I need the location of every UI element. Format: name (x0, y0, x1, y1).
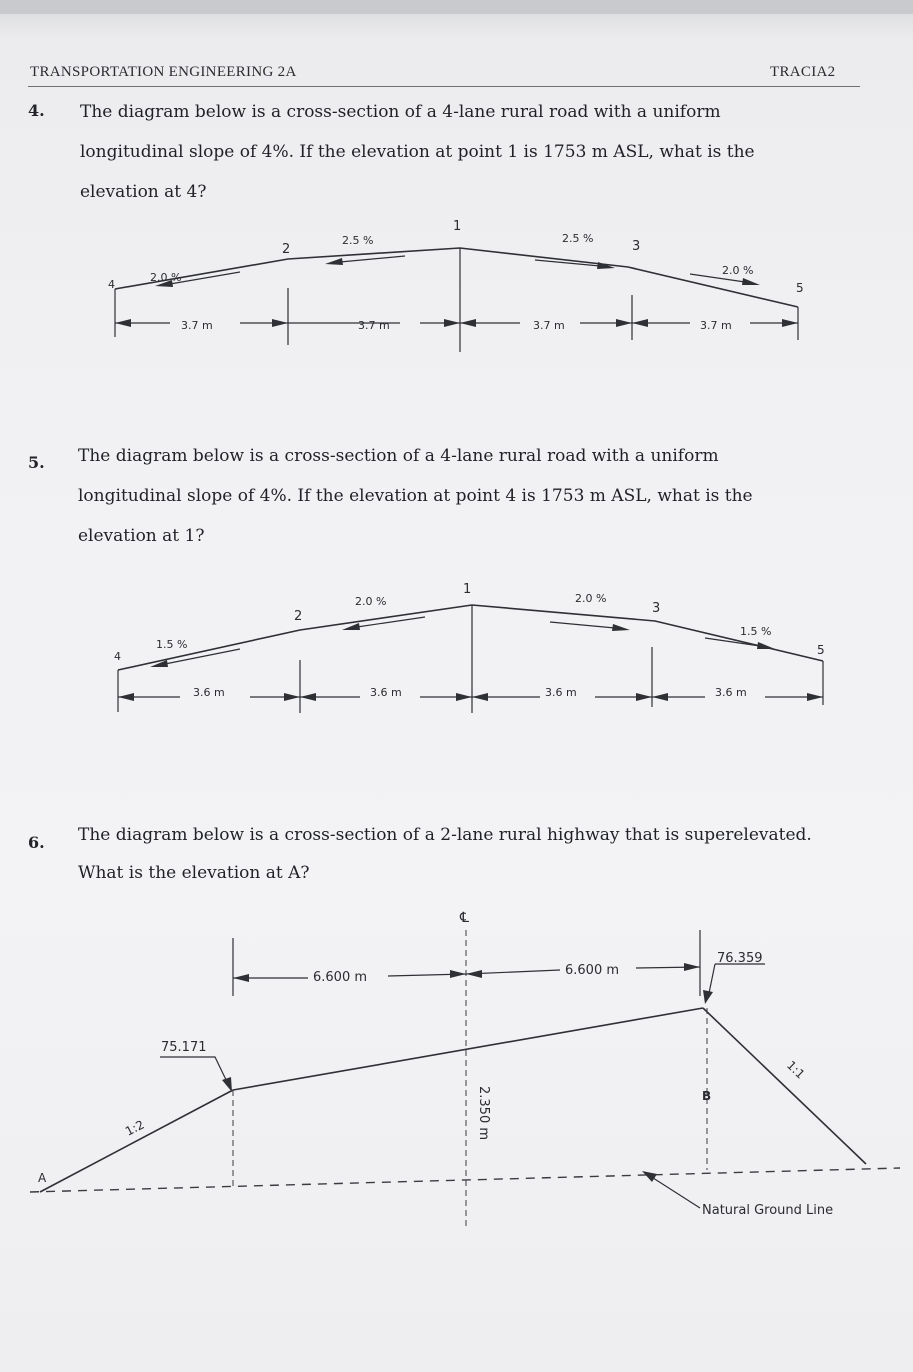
q4-width-4: 3.7 m (700, 319, 732, 332)
question-4-line-1: The diagram below is a cross-section of a 4-lane rural road with a uniform (80, 102, 721, 122)
q5-width-1: 3.6 m (193, 686, 225, 699)
q5-slope-arrow-left-inner (357, 617, 425, 627)
q4-dim-arrowhead (632, 319, 648, 327)
slope-label-right: 1:1 (783, 1058, 808, 1082)
q5-dim-arrowhead (300, 693, 316, 701)
question-5-line-3: elevation at 1? (78, 526, 205, 546)
top-shadow-band (0, 0, 913, 14)
ground-label-arrowhead (642, 1171, 657, 1182)
q4-point-5: 5 (796, 281, 804, 295)
q4-point-4: 4 (108, 278, 115, 291)
q4-dim-arrowhead (460, 319, 476, 327)
q5-slope-label-left-outer: 1.5 % (156, 638, 188, 651)
question-5-line-1: The diagram below is a cross-section of a 4-lane rural road with a uniform (78, 446, 719, 466)
course-code: TRACIA2 (770, 64, 836, 80)
q4-point-1: 1 (453, 219, 462, 234)
q4-dim-arrowhead (616, 319, 632, 327)
q4-dim-arrowhead (444, 319, 460, 327)
elevation-right: 76.359 (717, 951, 763, 966)
q4-point-2: 2 (282, 242, 291, 257)
question-4-number: 4. (28, 101, 45, 120)
ground-label-leader (650, 1176, 700, 1208)
width-dim-arrowhead (233, 974, 249, 982)
q5-slope-arrow-right-inner (550, 622, 615, 628)
q4-dim-arrowhead (272, 319, 288, 327)
elev-right-arrowhead (703, 990, 713, 1004)
q5-slope-arrowhead (757, 642, 775, 649)
q5-dim-arrowhead (118, 693, 134, 701)
q5-width-4: 3.6 m (715, 686, 747, 699)
natural-ground-line (30, 1168, 900, 1192)
q4-slope-label-right-inner: 2.5 % (562, 232, 594, 245)
q5-road-profile (118, 605, 823, 670)
q5-width-3: 3.6 m (545, 686, 577, 699)
ground-line-label: Natural Ground Line (702, 1203, 834, 1218)
question-5-number: 5. (28, 453, 45, 472)
q5-dim-arrowhead (636, 693, 652, 701)
q4-slope-arrowhead (742, 278, 760, 285)
question-6-line-1: The diagram below is a cross-section of a 2-lane rural highway that is superelevated. (78, 825, 812, 845)
point-a-label: A (38, 1171, 47, 1185)
elev-left-arrowhead (222, 1077, 232, 1092)
q4-slope-label-right-outer: 2.0 % (722, 264, 754, 277)
q5-point-3: 3 (652, 601, 661, 616)
course-title: TRANSPORTATION ENGINEERING 2A (30, 64, 297, 80)
q4-point-3: 3 (632, 239, 641, 254)
q5-dim-arrowhead (807, 693, 823, 701)
fill-slope-left (40, 1090, 233, 1192)
q5-slope-label-left-inner: 2.0 % (355, 595, 387, 608)
question-4-text (80, 92, 900, 212)
q5-width-2: 3.6 m (370, 686, 402, 699)
question-5-text (78, 436, 898, 556)
question-6-diagram (0, 900, 913, 1240)
q5-point-1: 1 (463, 582, 472, 597)
width-dim-arrowhead (450, 970, 466, 978)
elev-left-leader (160, 1057, 229, 1086)
centerline-symbol: ℄ (460, 910, 469, 926)
q5-dim-arrowhead (284, 693, 300, 701)
depth-label: 2.350 m (476, 1086, 491, 1141)
q5-slope-label-right-outer: 1.5 % (740, 625, 772, 638)
width-dim-arrowhead (466, 970, 482, 978)
q5-slope-arrowhead (612, 624, 630, 631)
q5-point-5: 5 (817, 643, 825, 657)
width-label-right: 6.600 m (565, 963, 620, 978)
question-6-text (78, 816, 898, 892)
q5-dim-arrowhead (456, 693, 472, 701)
q4-width-3: 3.7 m (533, 319, 565, 332)
header-rule (28, 86, 860, 87)
question-5-diagram (0, 575, 913, 715)
question-4-line-3: elevation at 4? (80, 182, 207, 202)
q5-dim-arrowhead (472, 693, 488, 701)
q5-point-2: 2 (294, 609, 303, 624)
q4-slope-label-left-inner: 2.5 % (342, 234, 374, 247)
width-dim-arrowhead (684, 963, 700, 971)
point-b-label: B (702, 1089, 712, 1103)
q4-dim-arrowhead (115, 319, 131, 327)
elevation-left: 75.171 (161, 1040, 207, 1055)
q5-point-4: 4 (114, 650, 121, 663)
road-surface (233, 1008, 703, 1090)
q5-slope-label-right-inner: 2.0 % (575, 592, 607, 605)
slope-label-left: 1:2 (123, 1117, 147, 1139)
question-6-line-2: What is the elevation at A? (78, 863, 310, 883)
question-4-diagram (0, 210, 913, 360)
q4-slope-arrow-left-inner (340, 256, 405, 262)
width-label-left: 6.600 m (313, 970, 368, 985)
q4-road-profile (115, 248, 798, 307)
q4-dim-arrowhead (782, 319, 798, 327)
q4-slope-arrowhead (325, 258, 343, 265)
question-5-line-2: longitudinal slope of 4%. If the elevation at point 4 is 1753 m ASL, what is the (78, 486, 753, 506)
question-4-line-2: longitudinal slope of 4%. If the elevation at point 1 is 1753 m ASL, what is the (80, 142, 755, 162)
q4-width-2: 3.7 m (358, 319, 390, 332)
q4-slope-label-left-outer: 2.0 % (150, 271, 182, 284)
question-6-number: 6. (28, 833, 45, 852)
fill-slope-right (703, 1008, 866, 1164)
q5-dim-arrowhead (652, 693, 668, 701)
q4-width-1: 3.7 m (181, 319, 213, 332)
